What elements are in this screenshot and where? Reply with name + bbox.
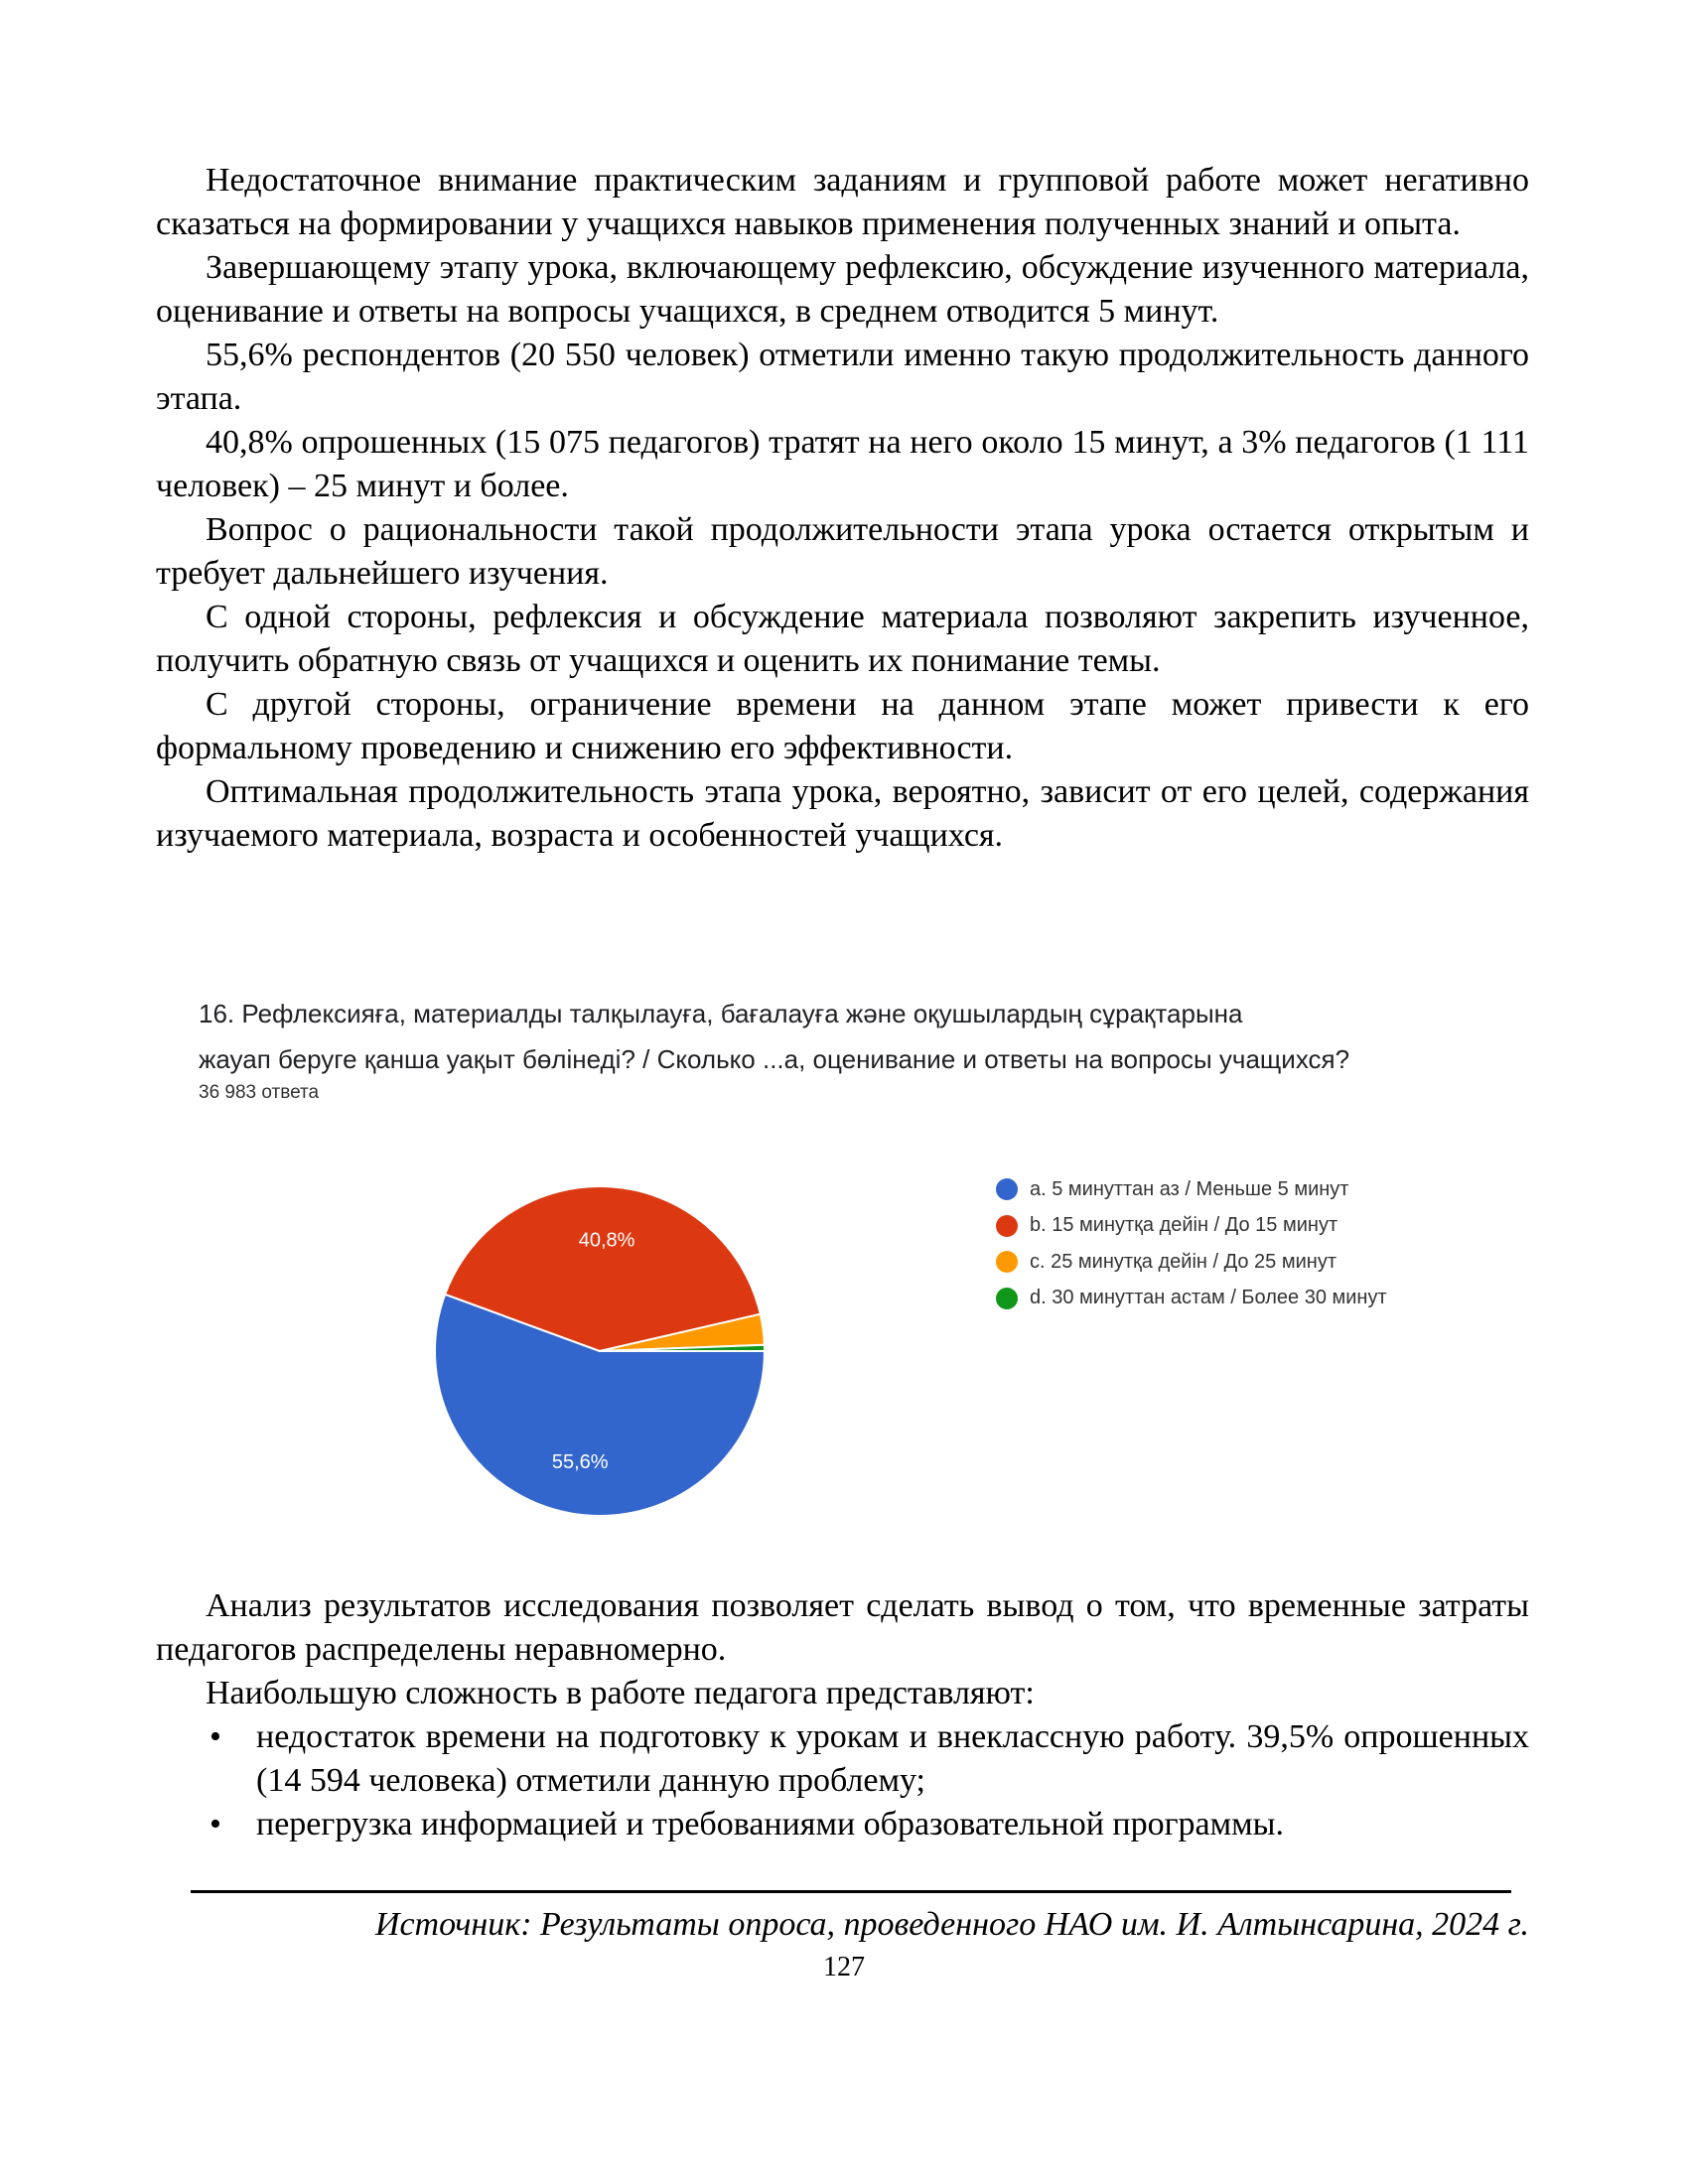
legend-item <box>996 1171 1387 1208</box>
paragraph: Недостаточное внимание практическим заданиям и групповой работе может негативно сказаться на формировании у учащихся навыков применения полученных знаний и опыта. <box>156 162 1529 242</box>
legend-item <box>996 1208 1387 1245</box>
bullet-list <box>156 1715 1529 1846</box>
body-text-bottom <box>156 1584 1529 1846</box>
bullet-text: перегрузка информацией и требованиями образовательной программы. <box>256 1806 1285 1843</box>
legend-dot-icon <box>996 1178 1018 1200</box>
chart-title-line-1: 16. Рефлексияға, материалды талқылауға, бағалауға және оқушылардың сұрақтарына <box>199 999 1243 1028</box>
pie-data-label: 40,8% <box>578 1229 635 1252</box>
legend-label: a. 5 минуттан аз / Меньше 5 минут <box>1030 1177 1349 1200</box>
legend-item <box>996 1244 1387 1281</box>
paragraph: Наибольшую сложность в работе педагога представляют: <box>206 1675 1035 1711</box>
response-count: 36 983 ответа <box>199 1082 320 1103</box>
paragraph: С одной стороны, рефлексия и обсуждение материала позволяют закрепить изученное, получить обратную связь от учащихся и оценить их понимание темы. <box>156 599 1529 679</box>
source-divider <box>191 1890 1511 1893</box>
bullet-text: недостаток времени на подготовку к урокам и внеклассную работу. 39,5% опрошенных (14 594 человека) отметили данную проблему; <box>256 1718 1529 1799</box>
paragraph: 40,8% опрошенных (15 075 педагогов) тратят на него около 15 минут, а 3% педагогов (1 111 человек) – 25 минут и более. <box>156 424 1529 504</box>
chart-title-line-2: жауап беруге қанша уақыт бөлінеді? / Сколько ...а, оценивание и ответы на вопросы учащихся? <box>199 1044 1350 1074</box>
paragraph: Вопрос о рациональности такой продолжительности этапа урока остается открытым и требует дальнейшего изучения. <box>156 511 1529 592</box>
legend-label: b. 15 минутқа дейін / До 15 минут <box>1030 1214 1338 1237</box>
pie-chart <box>0 983 1688 1539</box>
legend-label: d. 30 минуттан астам / Более 30 минут <box>1030 1287 1387 1309</box>
pie-data-label: 55,6% <box>551 1451 609 1474</box>
paragraph: С другой стороны, ограничение времени на данном этапе может привести к его формальному проведению и снижению его эффективности. <box>156 686 1529 766</box>
body-text-top <box>156 159 1529 858</box>
bullet-icon: • <box>210 1718 221 1755</box>
bullet-item <box>156 1715 1529 1803</box>
source-note: Источник: Результаты опроса, проведенного НАО им. И. Алтынсарина, 2024 г. <box>374 1906 1529 1943</box>
legend-dot-icon <box>996 1288 1018 1309</box>
chart-legend <box>996 1171 1387 1316</box>
bullet-icon: • <box>210 1806 221 1843</box>
legend-dot-icon <box>996 1251 1018 1273</box>
paragraph: Оптимальная продолжительность этапа урока, вероятно, зависит от его целей, содержания изучаемого материала, возраста и особенностей учащихся. <box>156 773 1529 854</box>
paragraph: Завершающему этапу урока, включающему рефлексию, обсуждение изученного материала, оценивание и ответы на вопросы учащихся, в среднем отводится 5 минут. <box>156 249 1529 330</box>
bullet-item <box>156 1803 1529 1846</box>
pie-chart-figure <box>0 983 1688 1539</box>
paragraph: 55,6% респондентов (20 550 человек) отметили именно такую продолжительность данного этапа. <box>156 337 1529 417</box>
page-number: 127 <box>823 1952 865 1982</box>
legend-dot-icon <box>996 1215 1018 1237</box>
legend-item <box>996 1281 1387 1317</box>
paragraph: Анализ результатов исследования позволяет сделать вывод о том, что временные затраты педагогов распределены неравномерно. <box>156 1587 1529 1668</box>
legend-label: c. 25 минутқа дейін / До 25 минут <box>1030 1250 1336 1273</box>
